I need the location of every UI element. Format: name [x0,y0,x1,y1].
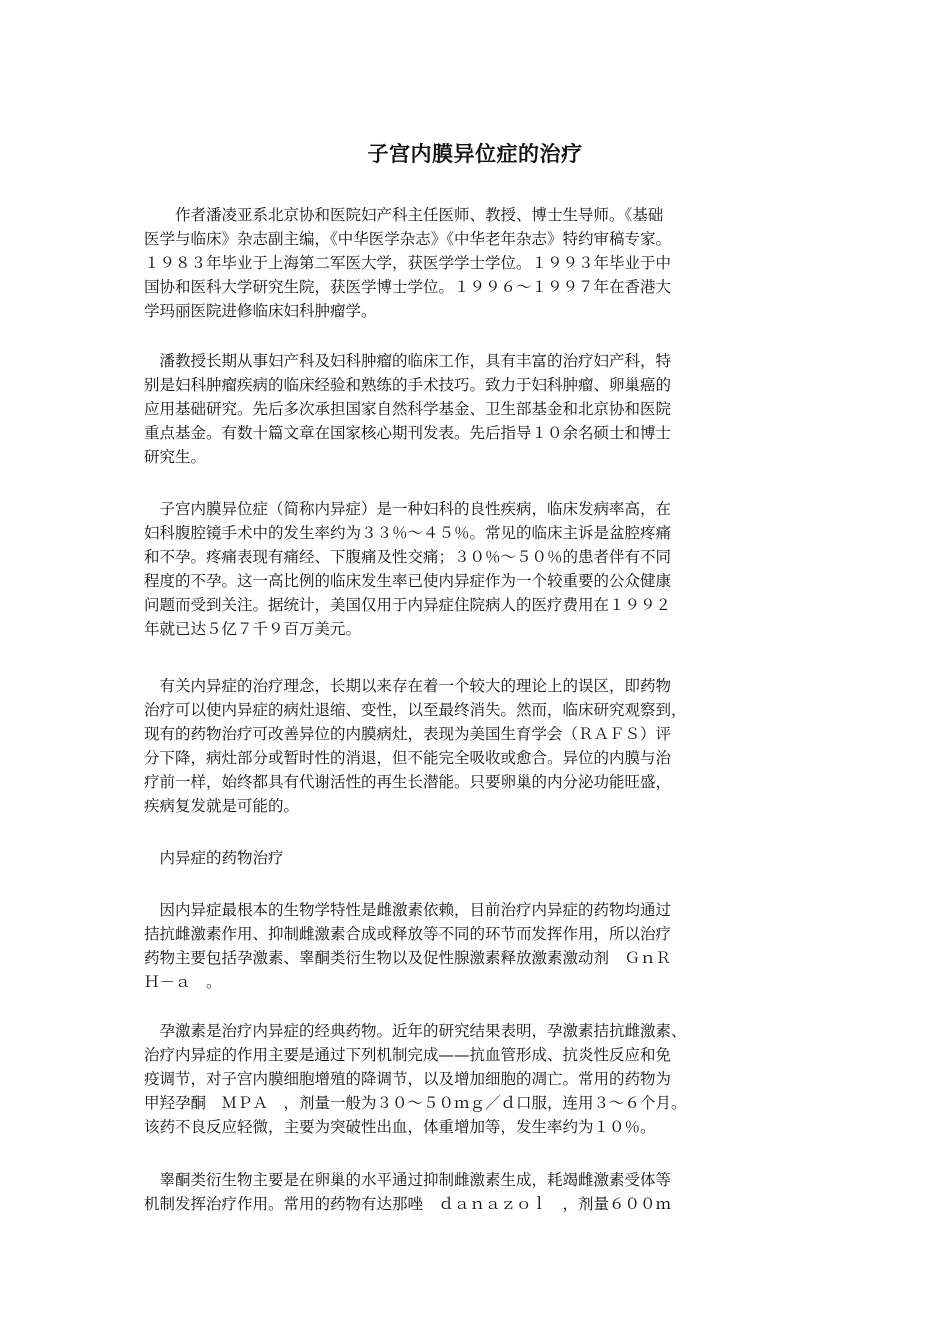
text-line: 程度的不孕。这一高比例的临床发生率已使内异症作为一个较重要的公众健康 [144,572,672,590]
text-line: 分下降，病灶部分或暂时性的消退，但不能完全吸收或愈合。异位的内膜与治 [144,749,672,767]
text-line: 睾酮类衍生物主要是在卵巢的水平通过抑制雌激素生成，耗竭雌激素受体等 [144,1171,672,1189]
text-line: 内异症的药物治疗 [144,849,284,867]
text-line: 现有的药物治疗可改善异位的内膜病灶，表现为美国生育学会（ＲＡＦＳ）评 [144,725,672,743]
text-line: １９８３年毕业于上海第二军医大学，获医学学士学位。１９９３年毕业于中 [144,254,672,272]
text-line: 疫调节，对子宫内膜细胞增殖的降调节，以及增加细胞的凋亡。常用的药物为 [144,1070,672,1088]
text-line: 该药不良反应轻微，主要为突破性出血，体重增加等，发生率约为１０％。 [144,1118,656,1136]
text-line: 拮抗雌激素作用、抑制雌激素合成或释放等不同的环节而发挥作用，所以治疗 [144,925,672,943]
section-heading-drug-treatment [144,846,824,870]
text-line: 应用基础研究。先后多次承担国家自然科学基金、卫生部基金和北京协和医院 [144,400,672,418]
text-line: 机制发挥治疗作用。常用的药物有达那唑 ｄａｎａｚｏｌ ，剂量６００ｍ [144,1195,672,1213]
text-line: 治疗可以使内异症的病灶退缩、变性，以至最终消失。然而，临床研究观察到， [144,701,687,719]
text-line: 有关内异症的治疗理念，长期以来存在着一个较大的理论上的误区，即药物 [144,677,672,695]
paragraph-author-work [144,349,824,469]
text-line: 潘教授长期从事妇产科及妇科肿瘤的临床工作，具有丰富的治疗妇产科，特 [144,352,672,370]
text-line: 疾病复发就是可能的。 [144,797,300,815]
text-line: 因内异症最根本的生物学特性是雌激素依赖，目前治疗内异症的药物均通过 [144,901,672,919]
paragraph-testosterone-derivatives [144,1168,824,1216]
text-line: Ｈ－ａ 。 [144,973,222,991]
page-title: 子宫内膜异位症的治疗 [367,142,583,166]
paragraph-progestin [144,1019,824,1139]
text-line: 作者潘凌亚系北京协和医院妇产科主任医师、教授、博士生导师。《基础 [144,206,664,224]
paragraph-intro [144,497,824,641]
text-line: 学玛丽医院进修临床妇科肿瘤学。 [144,302,377,320]
text-line: 孕激素是治疗内异症的经典药物。近年的研究结果表明，孕激素拮抗雌激素、 [144,1022,687,1040]
paragraph-treatment-concept [144,674,824,818]
text-line: 重点基金。有数十篇文章在国家核心期刊发表。先后指导１０余名硕士和博士 [144,424,672,442]
text-line: 医学与临床》杂志副主编，《中华医学杂志》《中华老年杂志》特约审稿专家。 [144,230,672,248]
text-line: 年就已达５亿７千９百万美元。 [144,620,362,638]
text-line: 药物主要包括孕激素、睾酮类衍生物以及促性腺激素释放激素激动剂 ＧｎＲ [144,949,672,967]
text-line: 别是妇科肿瘤疾病的临床经验和熟练的手术技巧。致力于妇科肿瘤、卵巢癌的 [144,376,672,394]
text-line: 妇科腹腔镜手术中的发生率约为３３％～４５％。常见的临床主诉是盆腔疼痛 [144,524,672,542]
paragraph-drug-basis [144,898,824,994]
text-line: 治疗内异症的作用主要是通过下列机制完成——抗血管形成、抗炎性反应和免 [144,1046,672,1064]
text-line: 国协和医科大学研究生院，获医学博士学位。１９９６～１９９７年在香港大 [144,278,672,296]
text-line: 研究生。 [144,448,207,466]
text-line: 和不孕。疼痛表现有痛经、下腹痛及性交痛；３０％～５０％的患者伴有不同 [144,548,672,566]
paragraph-author-bio [144,203,824,323]
text-line: 甲羟孕酮 ＭＰＡ ，剂量一般为３０～５０ｍｇ／ｄ口服，连用３～６个月。 [144,1094,687,1112]
text-line: 疗前一样，始终都具有代谢活性的再生长潜能。只要卵巢的内分泌功能旺盛， [144,773,672,791]
text-line: 子宫内膜异位症（简称内异症）是一种妇科的良性疾病，临床发病率高，在 [144,500,672,518]
text-line: 问题而受到关注。据统计，美国仅用于内异症住院病人的医疗费用在１９９２ [144,596,672,614]
